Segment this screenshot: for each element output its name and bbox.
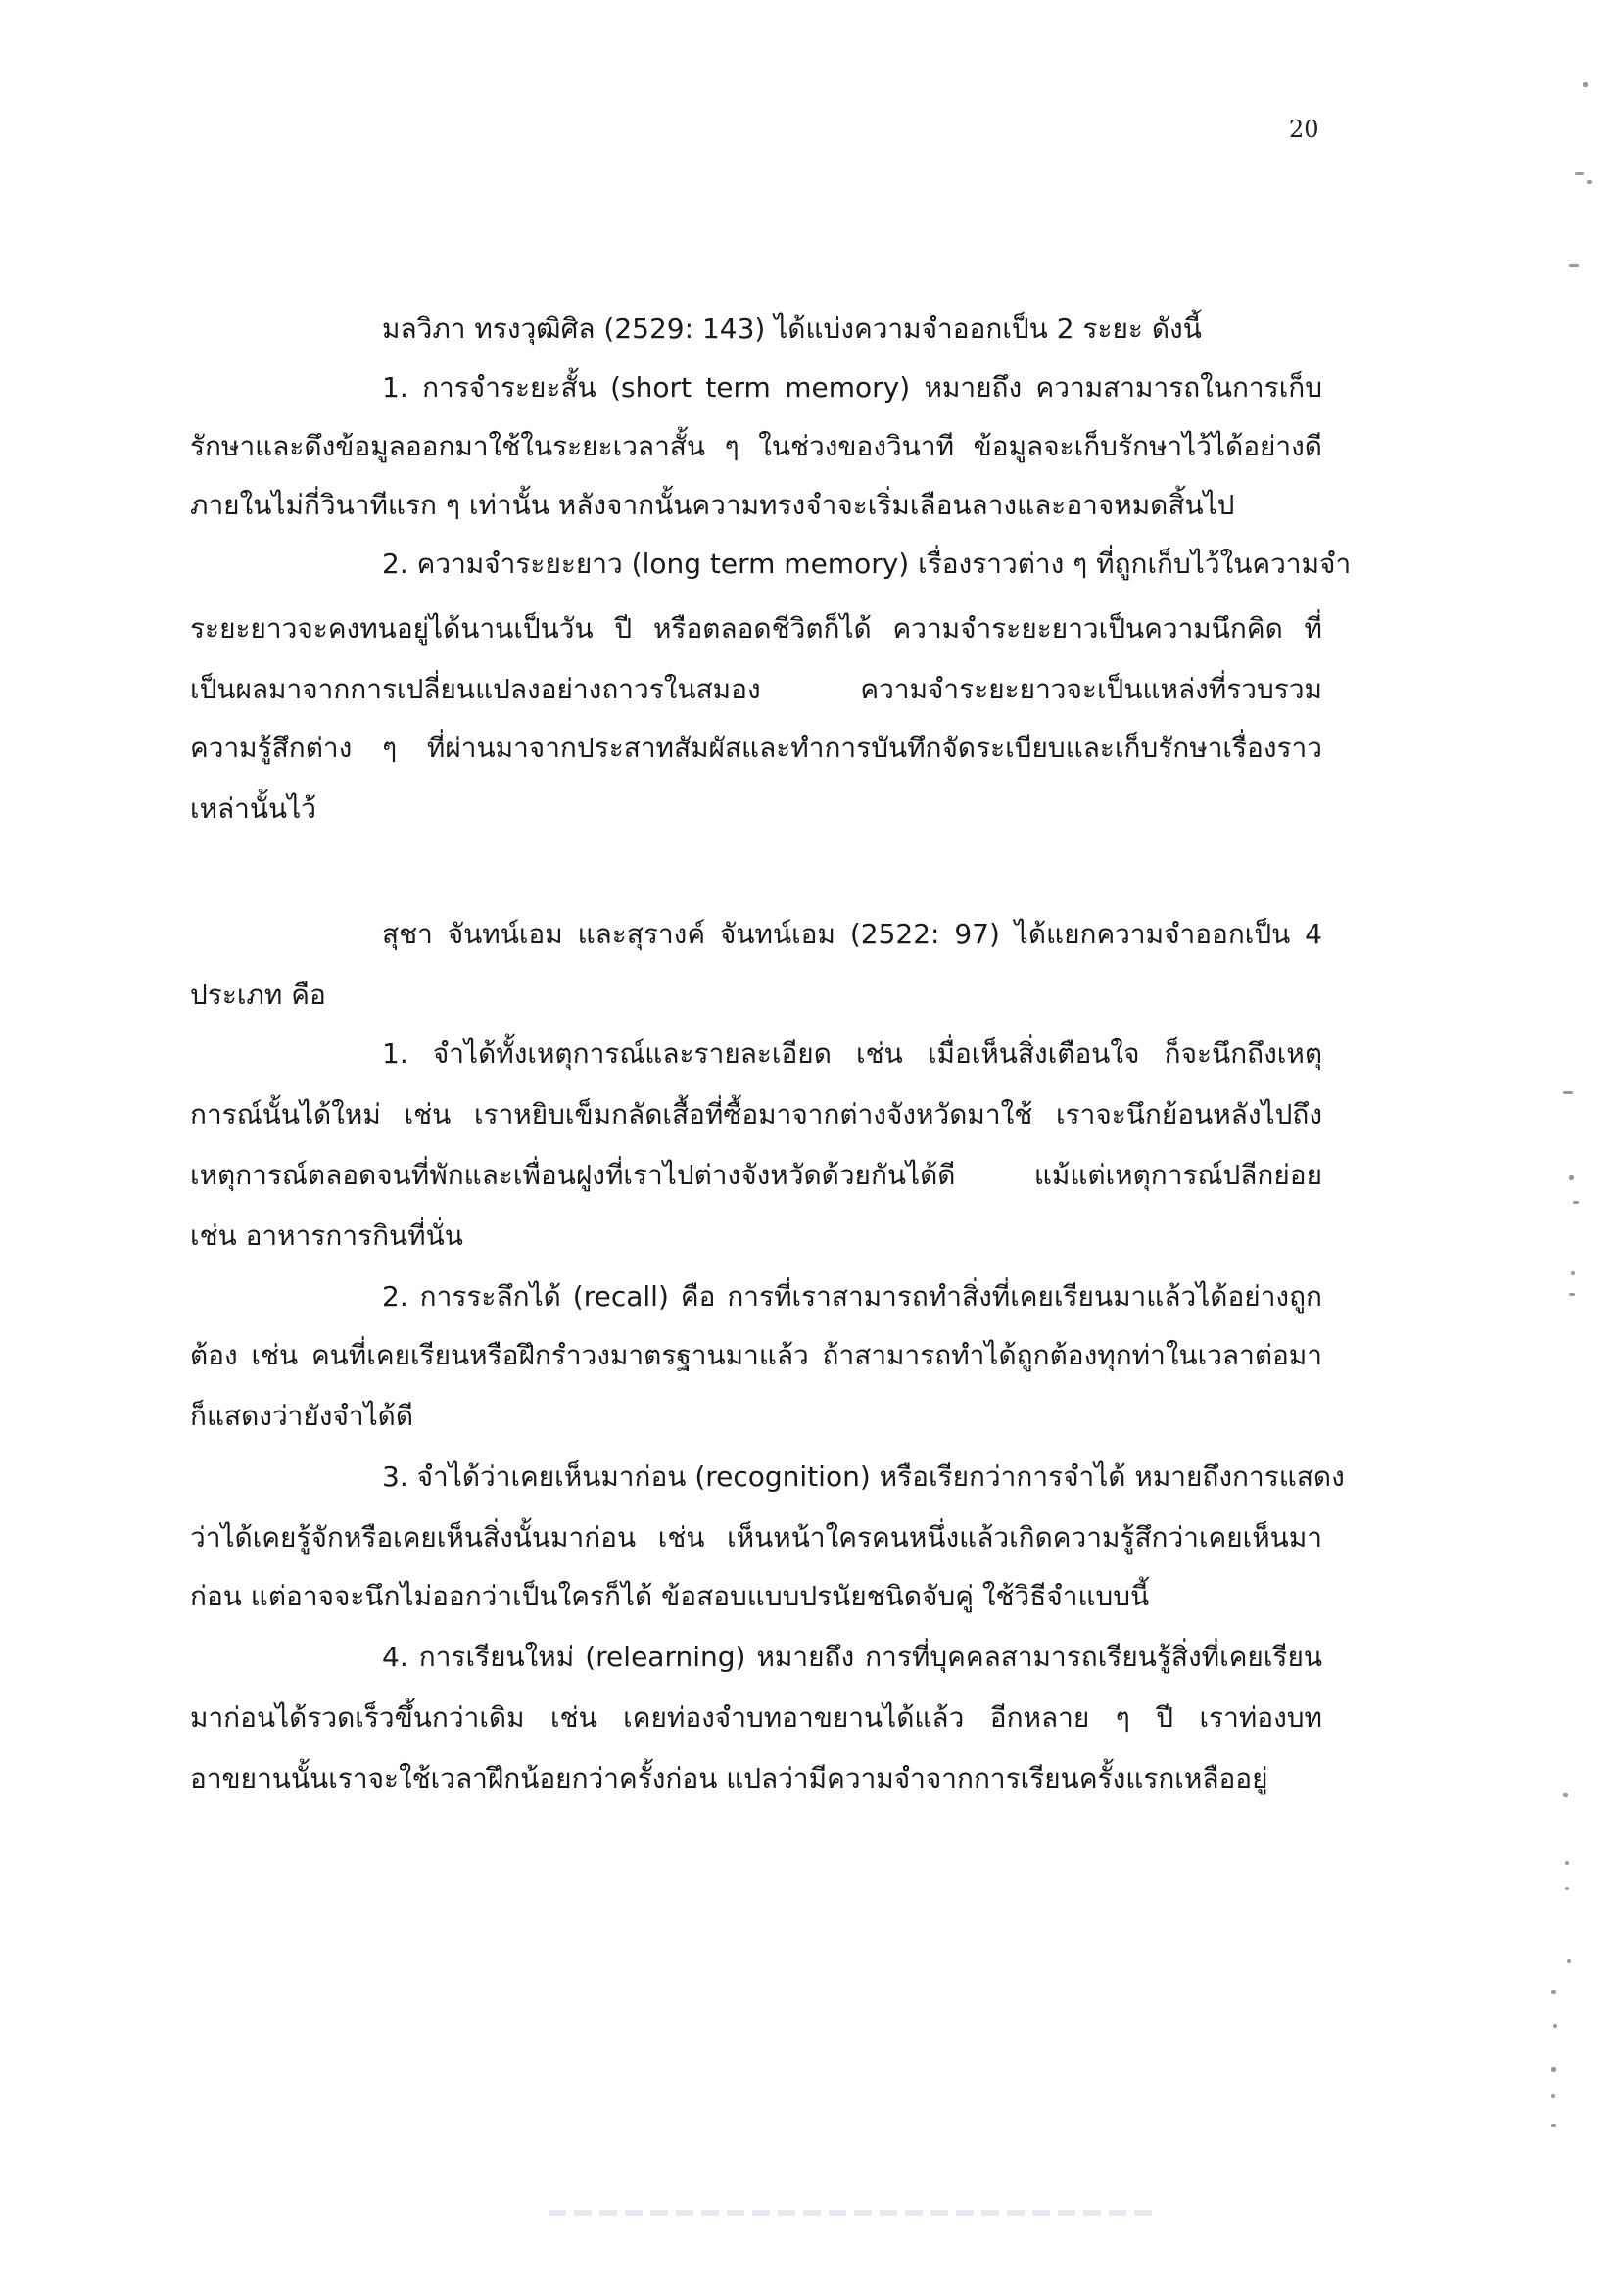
scan-speck: [1553, 2024, 1557, 2028]
scan-speck: [1569, 1175, 1574, 1180]
scan-speck: [1575, 172, 1584, 175]
scan-bleed-through: [549, 2210, 1156, 2216]
section1-item2-line5: เหล่านั้นไว้: [190, 792, 316, 825]
scan-speck: [1583, 82, 1588, 87]
section2-item2-line2: ต้อง เช่น คนที่เคยเรียนหรือฝึกรำวงมาตรฐานมาแล้ว ถ้าสามารถทำได้ถูกต้องทุกท่าในเวลาต่อมา: [190, 1339, 1322, 1371]
scan-speck: [1551, 2094, 1555, 2098]
section1-item2-line3: เป็นผลมาจากการเปลี่ยนแปลงอย่างถาวรในสมอง ความจำระยะยาวจะเป็นแหล่งที่รวบรวม: [190, 673, 1322, 705]
section2-intro-line2: ประเภท คือ: [190, 979, 326, 1011]
page-number: 20: [1289, 116, 1319, 143]
scan-speck: [1571, 1271, 1575, 1275]
section2-item1-line4: เช่น อาหารการกินที่นั่น: [190, 1220, 463, 1252]
section1-item1-line1: 1. การจำระยะสั้น (short term memory) หมายถึง ความสามารถในการเก็บ: [382, 371, 1322, 404]
section2-item1-line1: 1. จำได้ทั้งเหตุการณ์และรายละเอียด เช่น เมื่อเห็นสิ่งเตือนใจ ก็จะนึกถึงเหตุ: [382, 1037, 1322, 1070]
section2-item3-line2: ว่าได้เคยรู้จักหรือเคยเห็นสิ่งนั้นมาก่อน เช่น เห็นหน้าใครคนหนึ่งแล้วเกิดความรู้สึกว่าเคยเห็นมา: [190, 1521, 1322, 1554]
scan-speck: [1551, 2067, 1556, 2072]
section2-item3-line1: 3. จำได้ว่าเคยเห็นมาก่อน (recognition) หรือเรียกว่าการจำได้ หมายถึงการแสดง: [382, 1460, 1345, 1493]
section2-item1-line2: การณ์นั้นได้ใหม่ เช่น เราหยิบเข็มกลัดเสื้อที่ซื้อมาจากต่างจังหวัดมาใช้ เราจะนึกย้อนหลังไปถึง: [190, 1098, 1322, 1130]
scan-speck: [1567, 1959, 1571, 1963]
scan-speck: [1563, 1793, 1568, 1797]
section1-item1-line2: รักษาและดึงข้อมูลออกมาใช้ในระยะเวลาสั้น ๆ ในช่วงของวินาที ข้อมูลจะเก็บรักษาไว้ได้อย่างดี: [190, 430, 1322, 462]
scan-speck: [1587, 180, 1592, 184]
scan-speck: [1569, 264, 1579, 267]
section2-item4-line3: อาขยานนั้นเราจะใช้เวลาฝึกน้อยกว่าครั้งก่อน แปลว่ามีความจำจากการเรียนครั้งแรกเหลืออยู่: [190, 1762, 1268, 1794]
section2-intro-line1: สุชา จันทน์เอม และสุรางค์ จันทน์เอม (2522: 97) ได้แยกความจำออกเป็น 4: [382, 918, 1322, 950]
scan-speck: [1565, 1887, 1569, 1890]
scan-speck: [1565, 1861, 1569, 1865]
scan-speck: [1569, 1293, 1575, 1296]
section1-intro: มลวิภา ทรงวุฒิศิล (2529: 143) ได้แบ่งความจำออกเป็น 2 ระยะ ดังนี้: [382, 312, 1202, 345]
section2-item2-line1: 2. การระลึกได้ (recall) คือ การที่เราสามารถทำสิ่งที่เคยเรียนมาแล้วได้อย่างถูก: [382, 1280, 1322, 1313]
section1-item2-line4: ความรู้สึกต่าง ๆ ที่ผ่านมาจากประสาทสัมผัสและทำการบันทึกจัดระเบียบและเก็บรักษาเรื่องราว: [190, 732, 1322, 764]
section1-item2-line1: 2. ความจำระยะยาว (long term memory) เรื่องราวต่าง ๆ ที่ถูกเก็บไว้ในความจำ: [382, 548, 1352, 580]
scan-speck: [1551, 1990, 1556, 1994]
scan-speck: [1573, 1201, 1579, 1204]
section2-item4-line1: 4. การเรียนใหม่ (relearning) หมายถึง การที่บุคคลสามารถเรียนรู้สิ่งที่เคยเรียน: [382, 1641, 1322, 1673]
section2-item2-line3: ก็แสดงว่ายังจำได้ดี: [190, 1400, 414, 1432]
scan-speck: [1551, 2124, 1556, 2127]
section2-item4-line2: มาก่อนได้รวดเร็วขึ้นกว่าเดิม เช่น เคยท่องจำบทอาขยานได้แล้ว อีกหลาย ๆ ปี เราท่องบท: [190, 1701, 1322, 1734]
section1-item1-line3: ภายในไม่กี่วินาทีแรก ๆ เท่านั้น หลังจากนั้นความทรงจำจะเริ่มเลือนลางและอาจหมดสิ้นไป: [190, 489, 1235, 521]
section2-item3-line3: ก่อน แต่อาจจะนึกไม่ออกว่าเป็นใครก็ได้ ข้อสอบแบบปรนัยชนิดจับคู่ ใช้วิธีจำแบบนี้: [190, 1580, 1150, 1612]
scan-speck: [1563, 1091, 1573, 1094]
section1-item2-line2: ระยะยาวจะคงทนอยู่ได้นานเป็นวัน ปี หรือตลอดชีวิตก็ได้ ความจำระยะยาวเป็นความนึกคิด ที่: [190, 612, 1322, 645]
section2-item1-line3: เหตุการณ์ตลอดจนที่พักและเพื่อนฝูงที่เราไปต่างจังหวัดด้วยกันได้ดี แม้แต่เหตุการณ์ปลีกย่อย: [190, 1159, 1322, 1191]
